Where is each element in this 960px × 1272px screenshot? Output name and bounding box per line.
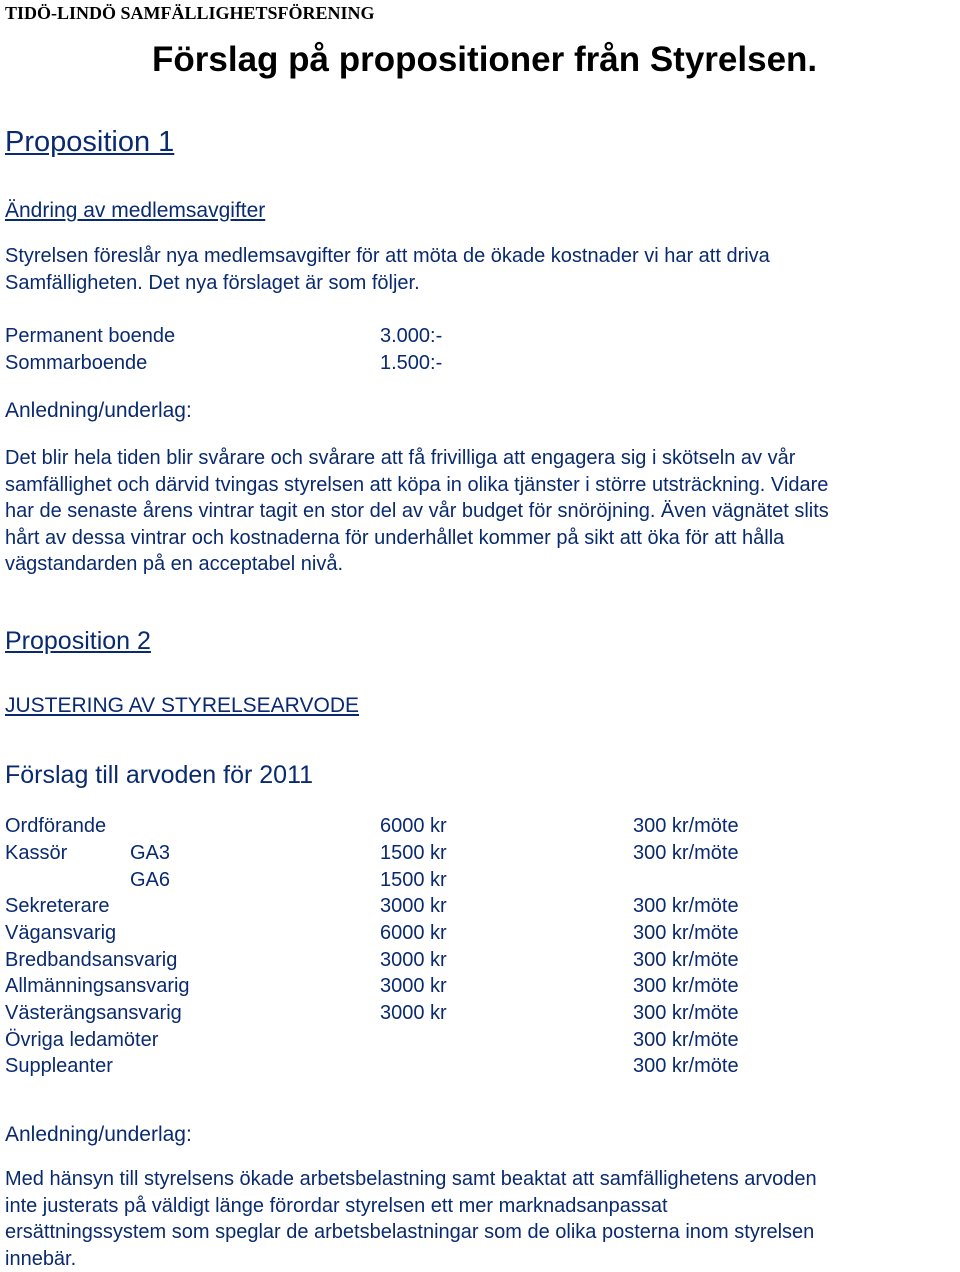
per-meeting-cell: 300 kr/möte [633, 975, 739, 998]
reason-line: vägstandarden på en acceptabel nivå. [5, 551, 829, 578]
table-row [5, 1055, 905, 1082]
proposition-1-subheading: Ändring av medlemsavgifter [5, 199, 265, 223]
sub-cell: GA3 [130, 842, 170, 865]
amount-cell: 6000 kr [380, 815, 447, 838]
role-cell: Allmänningsansvarig [5, 975, 190, 998]
proposition-2-heading: Proposition 2 [5, 627, 151, 656]
per-meeting-cell: 300 kr/möte [633, 1029, 739, 1052]
page-title: Förslag på propositioner från Styrelsen. [152, 40, 817, 80]
per-meeting-cell: 300 kr/möte [633, 815, 739, 838]
fee-table-title: Förslag till arvoden för 2011 [5, 761, 313, 790]
reason-line: samfällighet och därvid tvingas styrelsen att köpa in olika tjänster i större utsträckning. Vidare [5, 472, 829, 499]
role-cell: Västerängsansvarig [5, 1002, 182, 1025]
amount-cell: 1500 kr [380, 869, 447, 892]
reason-line: inte justerats på väldigt länge förordar styrelsen ett mer marknadsanpassat [5, 1193, 817, 1220]
per-meeting-cell: 300 kr/möte [633, 922, 739, 945]
proposition-1-intro [5, 243, 770, 296]
proposition-2-subheading: JUSTERING AV STYRELSEARVODE [5, 694, 359, 718]
intro-line: Styrelsen föreslår nya medlemsavgifter för att möta de ökade kostnader vi har att driva [5, 243, 770, 270]
per-meeting-cell: 300 kr/möte [633, 895, 739, 918]
amount-cell: 1500 kr [380, 842, 447, 865]
amount-cell: 3000 kr [380, 975, 447, 998]
role-cell: Bredbandsansvarig [5, 949, 177, 972]
table-row [5, 922, 905, 949]
proposition-1-reason-label: Anledning/underlag: [5, 399, 192, 423]
reason-line: innebär. [5, 1246, 817, 1272]
proposition-2-reason-label: Anledning/underlag: [5, 1123, 192, 1147]
amount-cell: 3000 kr [380, 1002, 447, 1025]
proposition-2-reason [5, 1166, 817, 1272]
proposition-1-reason [5, 445, 829, 578]
fee-label: Sommarboende [5, 350, 147, 377]
role-cell: Suppleanter [5, 1055, 113, 1078]
table-row [5, 815, 905, 842]
table-row [5, 842, 905, 869]
table-row [5, 949, 905, 976]
table-row [5, 895, 905, 922]
reason-line: ersättningssystem som speglar de arbetsbelastningar som de olika posterna inom styrelsen [5, 1219, 817, 1246]
intro-line: Samfälligheten. Det nya förslaget är som följer. [5, 270, 770, 297]
organization-name: TIDÖ-LINDÖ SAMFÄLLIGHETSFÖRENING [5, 3, 375, 24]
per-meeting-cell: 300 kr/möte [633, 1002, 739, 1025]
table-row [5, 975, 905, 1002]
role-cell: Övriga ledamöter [5, 1029, 158, 1052]
per-meeting-cell: 300 kr/möte [633, 842, 739, 865]
per-meeting-cell: 300 kr/möte [633, 949, 739, 972]
role-cell: Sekreterare [5, 895, 110, 918]
sub-cell: GA6 [130, 869, 170, 892]
role-cell: Ordförande [5, 815, 106, 838]
reason-line: Med hänsyn till styrelsens ökade arbetsbelastning samt beaktat att samfällighetens arvoden [5, 1166, 817, 1193]
role-cell: Kassör [5, 842, 67, 865]
table-row [5, 869, 905, 896]
table-row [5, 1029, 905, 1056]
role-cell: Vägansvarig [5, 922, 116, 945]
amount-cell: 3000 kr [380, 949, 447, 972]
amount-cell: 6000 kr [380, 922, 447, 945]
reason-line: hårt av dessa vintrar och kostnaderna för underhållet kommer på sikt att öka för att hålla [5, 525, 829, 552]
reason-line: Det blir hela tiden blir svårare och svårare att få frivilliga att engagera sig i skötseln av vår [5, 445, 829, 472]
per-meeting-cell: 300 kr/möte [633, 1055, 739, 1078]
table-row [5, 1002, 905, 1029]
fee-value: 1.500:- [380, 350, 442, 377]
reason-line: har de senaste årens vintrar tagit en stor del av vår budget för snöröjning. Även vägnätet slits [5, 498, 829, 525]
proposition-1-heading: Proposition 1 [5, 126, 174, 159]
fee-label: Permanent boende [5, 323, 175, 350]
fee-value: 3.000:- [380, 323, 442, 350]
amount-cell: 3000 kr [380, 895, 447, 918]
